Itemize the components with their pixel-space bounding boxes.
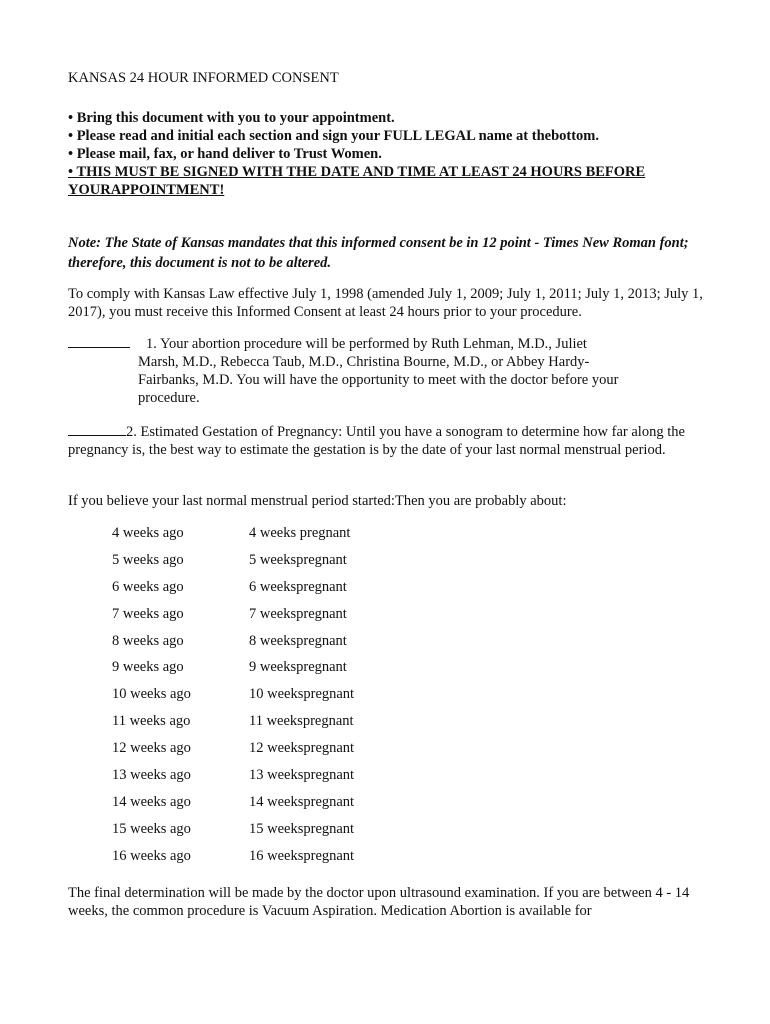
weeks-pregnant-cell: 13 weekspregnant bbox=[249, 767, 355, 784]
table-row bbox=[112, 848, 412, 875]
gestation-table bbox=[112, 525, 412, 875]
instruction-bring: • Bring this document with you to your appointment. bbox=[68, 110, 395, 126]
weeks-pregnant-cell: 14 weekspregnant bbox=[249, 793, 355, 810]
weeks-ago-cell: 15 weeks ago bbox=[112, 820, 191, 837]
weeks-pregnant-cell: 9 weekspregnant bbox=[249, 659, 347, 676]
weeks-pregnant-cell: 15 weekspregnant bbox=[249, 820, 355, 837]
weeks-pregnant-cell: 7 weekspregnant bbox=[249, 605, 347, 622]
weeks-pregnant-cell: 16 weekspregnant bbox=[249, 847, 355, 864]
instruction-warning: • THIS MUST BE SIGNED WITH THE DATE AND TIME AT LEAST 24 HOURS BEFORE YOURAPPOINTMENT! bbox=[68, 164, 646, 198]
section-1 bbox=[68, 335, 628, 406]
table-row bbox=[112, 606, 412, 633]
font-note: Note: The State of Kansas mandates that this informed consent be in 12 point - Times New Roman font; therefore, this document is not to be altered. bbox=[68, 235, 689, 271]
weeks-ago-cell: 12 weeks ago bbox=[112, 740, 191, 757]
instruction-initial-sign: • Please read and initial each section and sign your FULL LEGAL name at thebottom. bbox=[68, 128, 600, 144]
table-row bbox=[112, 633, 412, 660]
instruction-deliver: • Please mail, fax, or hand deliver to Trust Women. bbox=[68, 146, 382, 162]
weeks-pregnant-cell: 11 weekspregnant bbox=[249, 713, 354, 730]
weeks-ago-cell: 5 weeks ago bbox=[112, 551, 184, 568]
section-2-text: 2. Estimated Gestation of Pregnancy: Until you have a sonogram to determine how far along the pregnancy is, the best way to estimate the gestation is by the date of your last normal menstrual period. bbox=[68, 424, 685, 458]
table-row bbox=[112, 659, 412, 686]
table-row bbox=[112, 579, 412, 606]
table-row bbox=[112, 821, 412, 848]
weeks-pregnant-cell: 10 weekspregnant bbox=[249, 686, 355, 703]
initial-line-2[interactable] bbox=[68, 423, 126, 436]
weeks-ago-cell: 14 weeks ago bbox=[112, 793, 191, 810]
table-intro: If you believe your last normal menstrual period started:Then you are probably about: bbox=[68, 493, 567, 509]
weeks-pregnant-cell: 12 weekspregnant bbox=[249, 740, 355, 757]
section-1-text: 1. Your abortion procedure will be performed by Ruth Lehman, M.D., Juliet Marsh, M.D., Rebecca Taub, M.D., Christina Bourne, M.D., or Abbey Hardy-Fairbanks, M.D. You will have the opportunity to meet with the doctor before your procedure. bbox=[138, 336, 619, 406]
table-row bbox=[112, 740, 412, 767]
instruction-list bbox=[68, 109, 708, 199]
weeks-ago-cell: 6 weeks ago bbox=[112, 578, 184, 595]
weeks-ago-cell: 4 weeks ago bbox=[112, 525, 184, 541]
table-row bbox=[112, 686, 412, 713]
weeks-ago-cell: 7 weeks ago bbox=[112, 605, 184, 622]
table-row bbox=[112, 794, 412, 821]
weeks-ago-cell: 16 weeks ago bbox=[112, 847, 191, 864]
weeks-ago-cell: 8 weeks ago bbox=[112, 632, 184, 649]
weeks-ago-cell: 13 weeks ago bbox=[112, 767, 191, 784]
document-title: KANSAS 24 HOUR INFORMED CONSENT bbox=[68, 70, 339, 86]
table-row bbox=[112, 767, 412, 794]
initial-line-1[interactable] bbox=[68, 335, 130, 348]
weeks-ago-cell: 9 weeks ago bbox=[112, 659, 184, 676]
weeks-ago-cell: 11 weeks ago bbox=[112, 713, 191, 730]
section-2 bbox=[68, 423, 708, 459]
table-row bbox=[112, 713, 412, 740]
table-row bbox=[112, 552, 412, 579]
weeks-pregnant-cell: 8 weekspregnant bbox=[249, 632, 347, 649]
intro-paragraph: To comply with Kansas Law effective July 1, 1998 (amended July 1, 2009; July 1, 2011; July 1, 2013; July 1, 2017), you must receive this Informed Consent at least 24 hours prior to your procedure. bbox=[68, 286, 703, 320]
weeks-pregnant-cell: 4 weeks pregnant bbox=[249, 525, 351, 541]
weeks-pregnant-cell: 6 weekspregnant bbox=[249, 578, 347, 595]
weeks-pregnant-cell: 5 weekspregnant bbox=[249, 551, 347, 568]
weeks-ago-cell: 10 weeks ago bbox=[112, 686, 191, 703]
closing-paragraph: The final determination will be made by the doctor upon ultrasound examination. If you are between 4 - 14 weeks, the common procedure is Vacuum Aspiration. Medication Abortion is available for bbox=[68, 885, 690, 919]
table-row bbox=[112, 525, 412, 552]
